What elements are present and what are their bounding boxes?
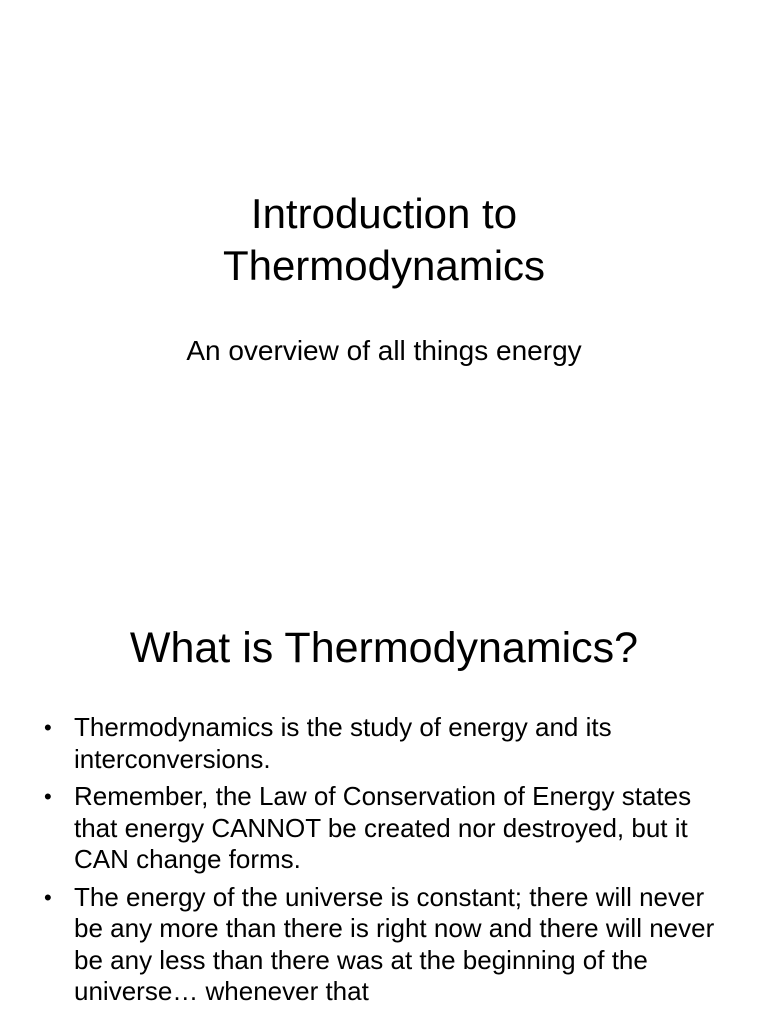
bullet-text: The energy of the universe is constant; there will never be any more than there is right now and there will never be any less than there was at the beginning of the universe… whenever that xyxy=(74,881,715,1006)
bullet-marker: • xyxy=(44,715,52,740)
content-slide xyxy=(0,576,768,1024)
bullet-text: Remember, the Law of Conservation of Energy states that energy CANNOT be created nor destroyed, but it CAN change forms. xyxy=(74,781,692,874)
slide-title xyxy=(0,188,768,292)
title-line-1: Introduction to xyxy=(250,190,518,237)
bullet-marker: • xyxy=(44,784,52,809)
bullet-item xyxy=(40,712,730,775)
bullet-item xyxy=(40,882,730,1008)
bullet-item xyxy=(40,781,730,876)
slide-heading: What is Thermodynamics? xyxy=(129,624,639,672)
title-line-2: Thermodynamics xyxy=(222,242,546,289)
slide-subtitle: An overview of all things energy xyxy=(186,335,582,366)
bullet-text: Thermodynamics is the study of energy and its interconversions. xyxy=(74,712,612,774)
bullet-marker: • xyxy=(44,884,52,910)
bullet-list xyxy=(40,712,730,1014)
